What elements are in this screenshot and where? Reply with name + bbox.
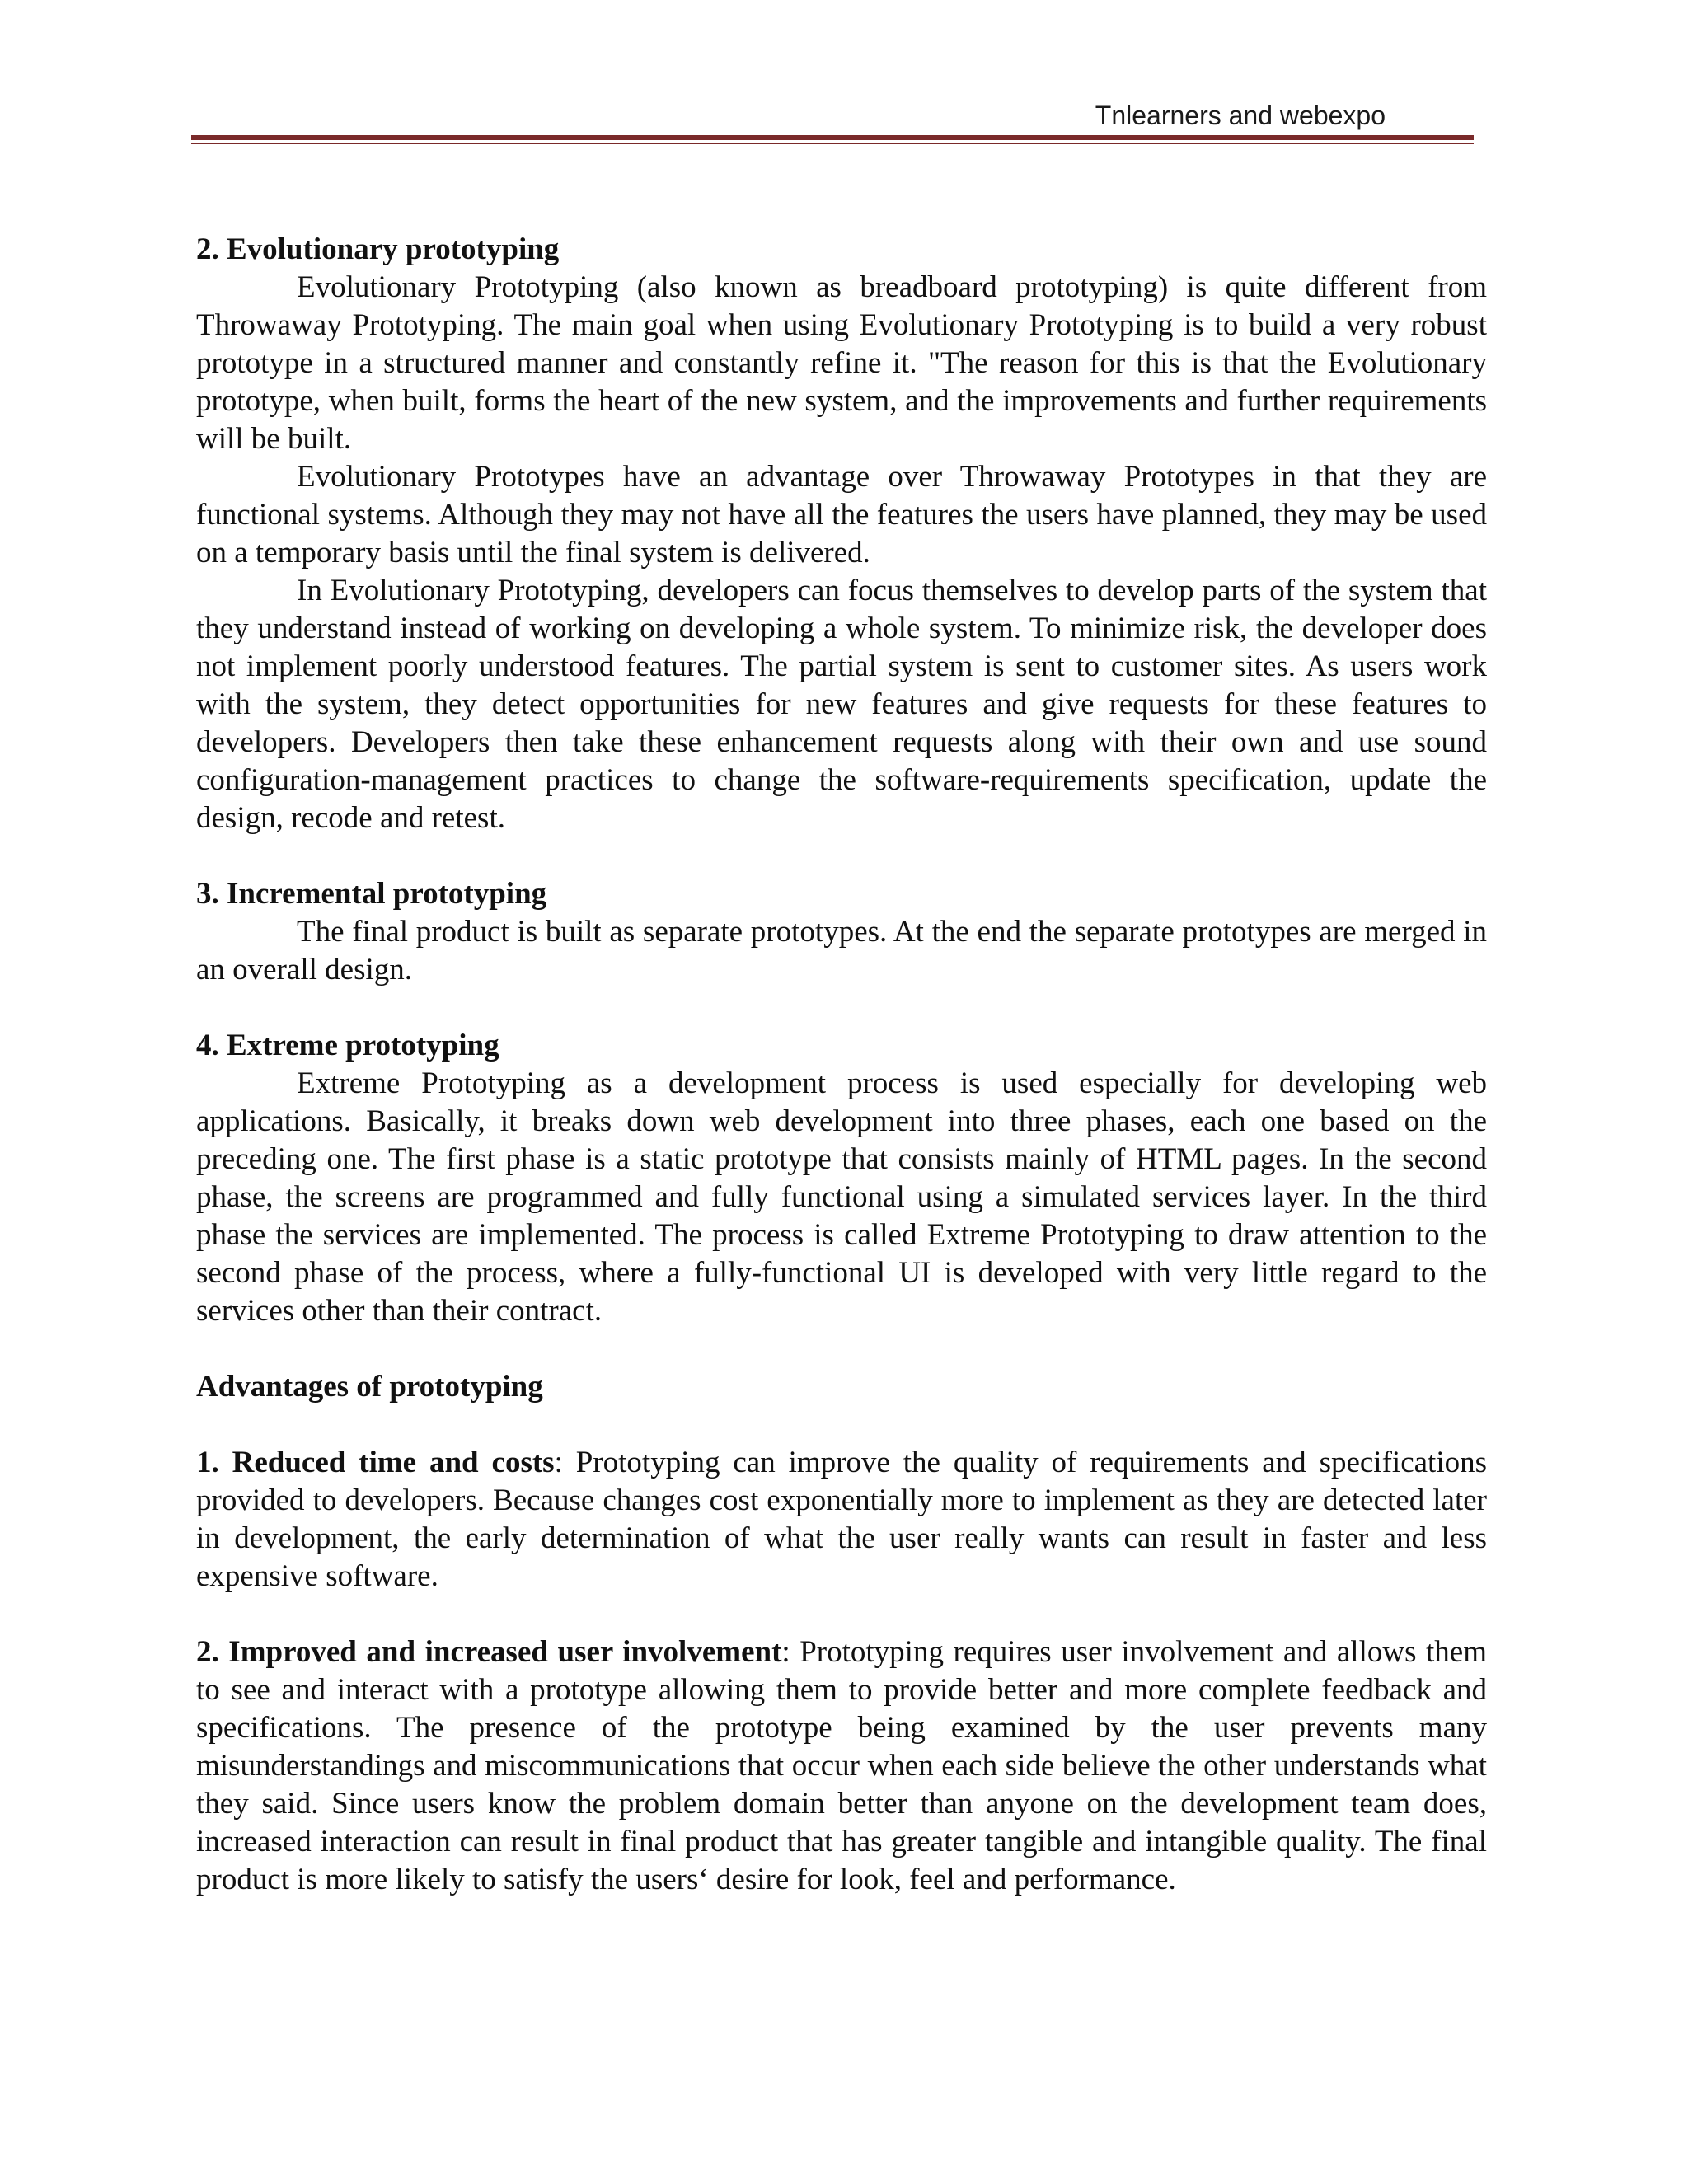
advantage-item xyxy=(196,1633,1487,1899)
advantage-term: 2. Improved and increased user involvement xyxy=(196,1635,782,1669)
paragraph: Evolutionary Prototypes have an advantage over Throwaway Prototypes in that they are functional systems. Although they may not have all the features the users have planned, they may be used on a temporary basis until the final system is delivered. xyxy=(196,460,1487,569)
spacer xyxy=(196,989,1487,1027)
spacer xyxy=(196,1330,1487,1368)
paragraph: Extreme Prototyping as a development process is used especially for developing web applications. Basically, it breaks down web development into three phases, each one based on the preceding one. The first phase is a static prototype that consists mainly of HTML pages. In the second phase, the screens are programmed and fully functional using a simulated services layer. In the third phase the services are implemented. The process is called Extreme Prototyping to draw attention to the second phase of the process, where a fully-functional UI is developed with very little regard to the services other than their contract. xyxy=(196,1066,1487,1328)
section-advantages xyxy=(196,1368,1487,1899)
section-heading: Advantages of prototyping xyxy=(196,1370,543,1404)
page-header xyxy=(191,97,1474,147)
advantage-text: : Prototyping requires user involvement and allows them to see and interact with a prototype allowing them to provide better and more complete feedback and specifications. The presence of the prototype being examined by the user prevents many misunderstandings and miscommunications that occur when each side believe the other understands what they said. Since users know the problem domain better than anyone on the development team does, increased interaction can result in final product that has greater tangible and intangible quality. The final product is more likely to satisfy the users‘ desire for look, feel and performance. xyxy=(196,1635,1487,1896)
advantage-item xyxy=(196,1444,1487,1596)
header-rule-thin xyxy=(191,143,1474,144)
section-extreme-prototyping xyxy=(196,1027,1487,1330)
paragraph: In Evolutionary Prototyping, developers can focus themselves to develop parts of the system that they understand instead of working on developing a whole system. To minimize risk, the developer does not implement poorly understood features. The partial system is sent to customer sites. As users work with the system, they detect opportunities for new features and give requests for these features to developers. Developers then take these enhancement requests along with their own and use sound configuration-management practices to change the software-requirements specification, update the design, recode and retest. xyxy=(196,574,1487,835)
paragraph: The final product is built as separate prototypes. At the end the separate prototypes are merged in an overall design. xyxy=(196,915,1487,987)
document-body xyxy=(196,231,1487,1899)
paragraph: Evolutionary Prototyping (also known as breadboard prototyping) is quite different from Throwaway Prototyping. The main goal when using Evolutionary Prototyping is to build a very robust prototype in a structured manner and constantly refine it. "The reason for this is that the Evolutionary prototype, when built, forms the heart of the new system, and the improvements and further requirements will be built. xyxy=(196,270,1487,456)
section-heading: 3. Incremental prototyping xyxy=(196,877,547,911)
spacer xyxy=(196,1596,1487,1633)
section-heading: 4. Extreme prototyping xyxy=(196,1029,499,1062)
section-evolutionary-prototyping xyxy=(196,231,1487,837)
spacer xyxy=(196,837,1487,875)
section-heading: 2. Evolutionary prototyping xyxy=(196,232,560,266)
spacer xyxy=(196,1406,1487,1444)
section-incremental-prototyping xyxy=(196,875,1487,989)
header-rule-thick xyxy=(191,135,1474,140)
header-text: Tnlearners and webexpo xyxy=(1095,101,1386,130)
advantage-term: 1. Reduced time and costs xyxy=(196,1446,555,1479)
advantage-text: : Prototyping can improve the quality of requirements and specifications provided to developers. Because changes cost exponentially more to implement as they are detected later in development, the early determination of what the user really wants can result in faster and less expensive software. xyxy=(196,1446,1487,1593)
